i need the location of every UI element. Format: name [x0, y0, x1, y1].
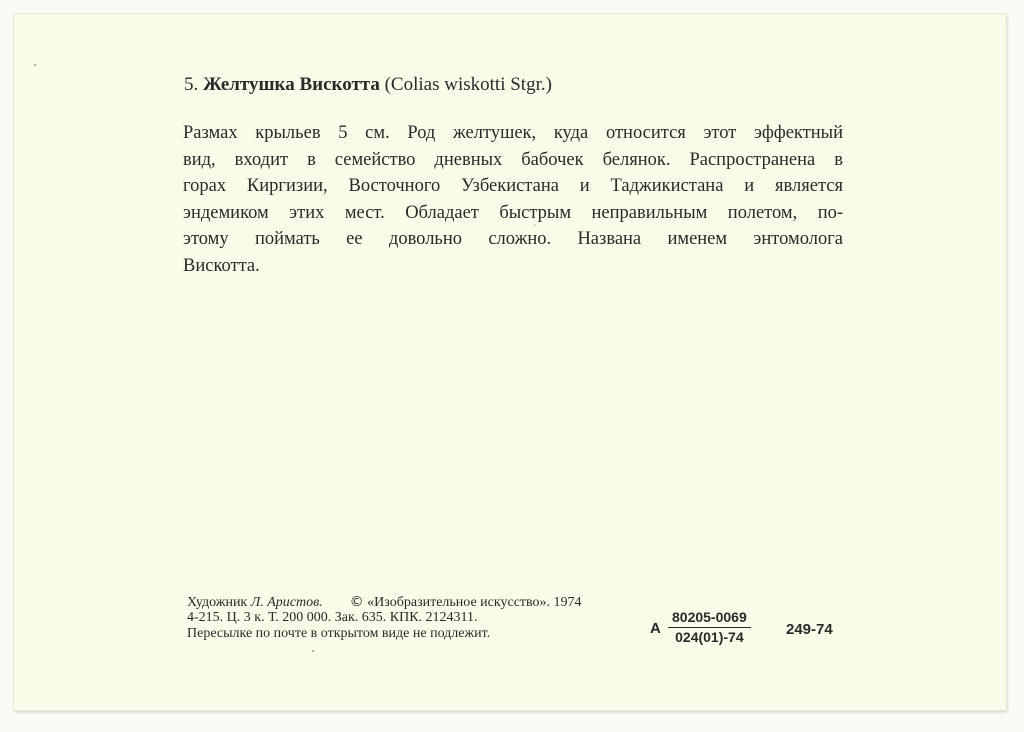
imprint-postal-note: [187, 626, 490, 642]
catalog-denominator: 024(01)-74: [675, 629, 744, 645]
publisher-name: «Изобразительное искусство». 1974: [367, 595, 582, 610]
catalog-numerator: 80205-0069: [668, 609, 751, 628]
catalog-index: 249-74: [786, 621, 833, 638]
title-latin-name: (Colias wiskotti Stgr.): [384, 74, 552, 95]
paper-speck: [312, 650, 314, 652]
artist-label: Художник: [187, 595, 248, 610]
catalog-letter: А: [650, 620, 661, 637]
description-line: Вискотта.: [183, 255, 260, 276]
description-line: вид, входит в семейство дневных бабочек белянок. Распространена в: [183, 149, 843, 170]
copyright-icon: ©: [349, 594, 364, 610]
description-line: Размах крыльев 5 см. Род желтушек, куда относится этот эффектный: [183, 123, 843, 143]
postcard-title: [184, 74, 552, 96]
print-info: 4-215. Ц. 3 к. Т. 200 000. Зак. 635. КПК. 2124311.: [187, 610, 478, 625]
artist-name: Л. Аристов.: [250, 595, 323, 610]
description-text: [183, 120, 843, 280]
imprint-credits: [187, 594, 582, 611]
title-name: Желтушка Вискотта: [203, 74, 380, 95]
catalog-fraction: [668, 609, 751, 646]
paper-speck: [34, 64, 36, 66]
title-number: 5.: [184, 74, 199, 95]
postal-note: Пересылке по почте в открытом виде не подлежит.: [187, 626, 491, 641]
imprint-print-info: [187, 610, 478, 626]
description-line: этому поймать ее довольно сложно. Названа именем энтомолога: [183, 229, 843, 250]
description-line: эндемиком этих мест. Обладает быстрым неправильным полетом, по-: [183, 202, 843, 223]
description-line: горах Киргизии, Восточного Узбекистана и Таджикистана и является: [183, 176, 843, 197]
